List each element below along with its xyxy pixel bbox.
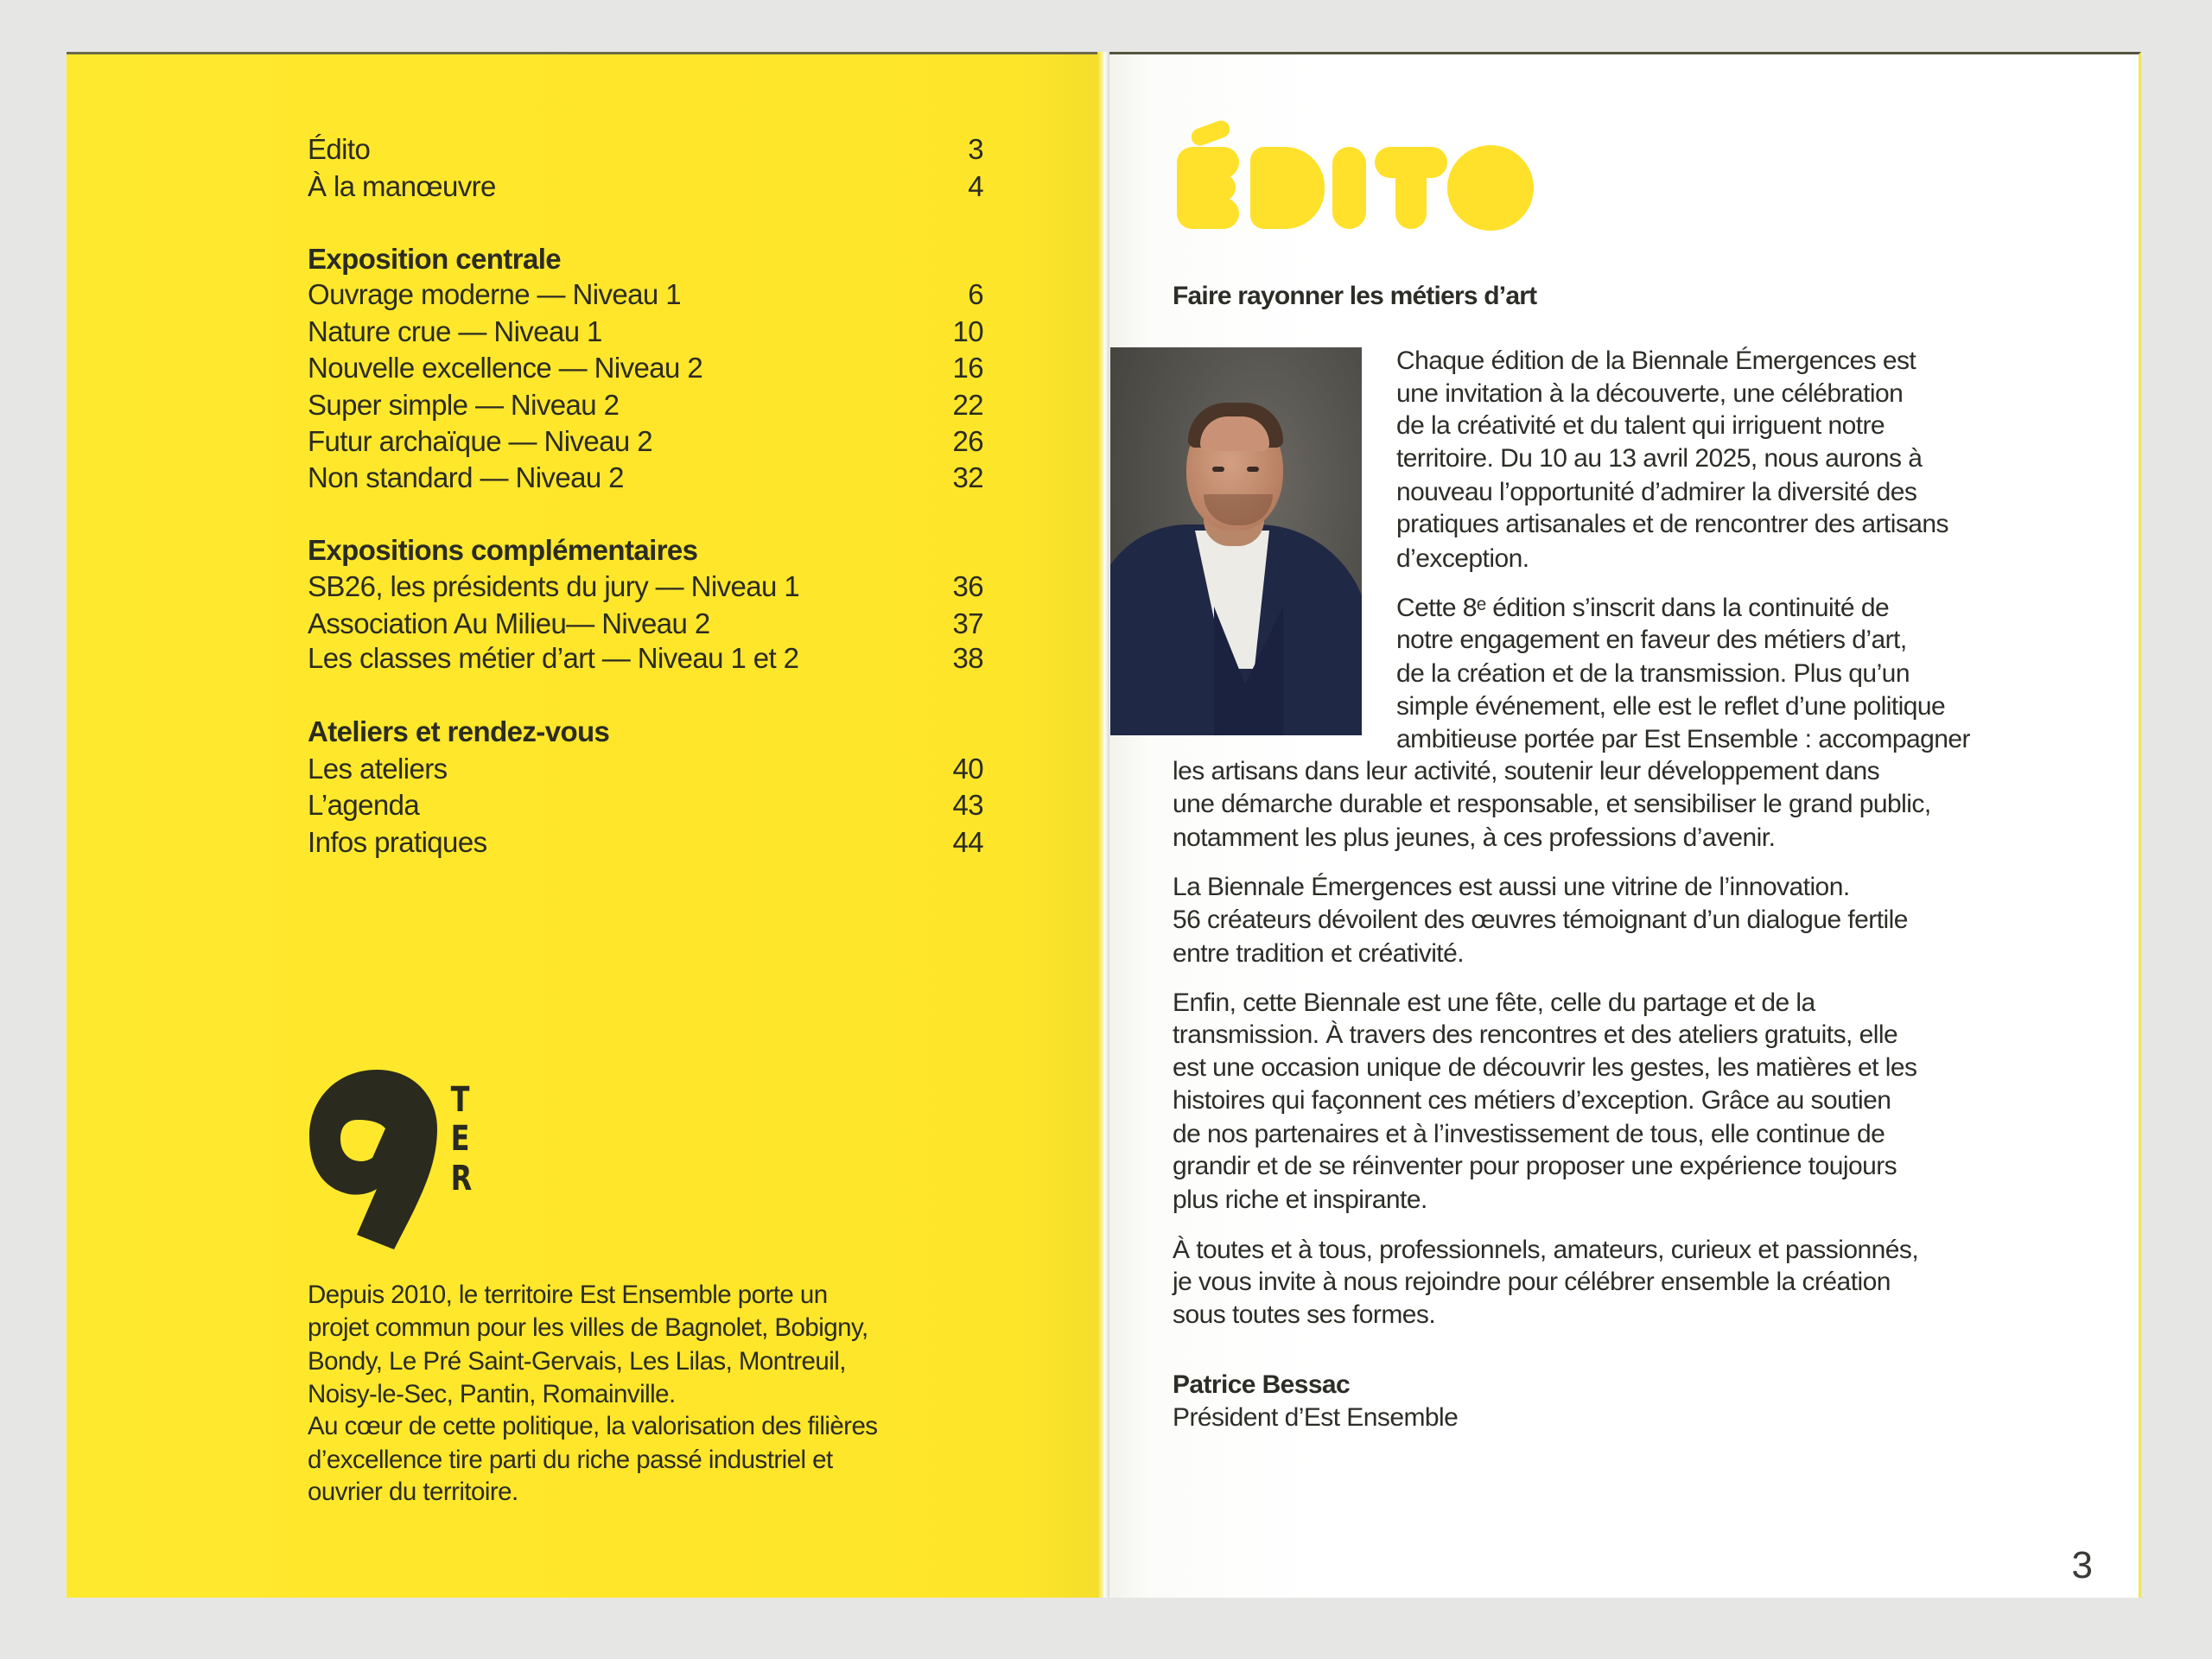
toc-section-label: Ateliers et rendez-vous [308, 715, 610, 747]
toc-entry[interactable] [308, 314, 983, 350]
paragraph-line: notre engagement en faveur des métiers d’art, [1396, 626, 1907, 654]
toc-section-heading [308, 532, 983, 569]
toc-page-number: 36 [952, 570, 983, 602]
heading-letter-o [1447, 145, 1534, 231]
toc-section-heading [308, 241, 983, 277]
toc-page-number: 32 [952, 461, 983, 493]
toc-label: Association Au Milieu— Niveau 2 [308, 607, 710, 639]
paragraph-line: La Biennale Émergences est aussi une vitrine de l’innovation. [1173, 873, 1850, 901]
toc-entry[interactable] [308, 640, 983, 677]
toc-page-number: 26 [952, 425, 983, 457]
paragraph-line: ouvrier du territoire. [308, 1478, 518, 1506]
toc-label: À la manœuvre [308, 170, 496, 202]
paragraph-line: Noisy-le-Sec, Pantin, Romainville. [308, 1380, 676, 1408]
paragraph-line: À toutes et à tous, professionnels, amateurs, curieux et passionnés, [1173, 1236, 1919, 1264]
toc-entry[interactable] [308, 460, 983, 496]
paragraph-line: Chaque édition de la Biennale Émergences est [1396, 346, 1916, 375]
signature-name: Patrice Bessac [1173, 1370, 1351, 1399]
paragraph-line: histoires qui façonnent ces métiers d’exception. Grâce au soutien [1173, 1086, 1891, 1115]
booklet-spine [1097, 52, 1109, 1598]
heading-accent-shape [1189, 118, 1232, 149]
paragraph-line: de nos partenaires et à l’investissement de tous, elle continue de [1173, 1120, 1885, 1148]
toc-label: Édito [308, 133, 371, 165]
toc-section-label: Exposition centrale [308, 243, 562, 275]
paragraph-line: Depuis 2010, le territoire Est Ensemble porte un [308, 1281, 828, 1309]
paragraph-line: de la créativité et du talent qui irriguent notre [1396, 411, 1885, 440]
paragraph-line: les artisans dans leur activité, soutenir leur développement dans [1173, 757, 1880, 785]
paragraph-line: entre tradition et créativité. [1173, 939, 1465, 968]
toc-entry[interactable] [308, 350, 983, 386]
toc-page-number: 6 [968, 278, 983, 310]
portrait-eye [1247, 467, 1259, 472]
paragraph-line: grandir et de se réinventer pour proposer une expérience toujours [1173, 1152, 1897, 1180]
heading-letter-t-stem [1395, 147, 1427, 229]
toc-page-number: 4 [968, 170, 983, 202]
paragraph-line: notamment les plus jeunes, à ces professions d’avenir. [1173, 823, 1776, 852]
paragraph-line: Enfin, cette Biennale est une fête, celle du partage et de la [1173, 988, 1815, 1017]
toc-entry[interactable] [308, 787, 983, 823]
paragraph-line: je vous invite à nous rejoindre pour célébrer ensemble la création [1173, 1268, 1891, 1296]
toc-label: Ouvrage moderne — Niveau 1 [308, 278, 681, 310]
heading-letter-i [1332, 147, 1366, 229]
toc-entry[interactable] [308, 131, 983, 168]
toc-page-number: 10 [952, 315, 983, 347]
toc-page-number: 40 [952, 753, 983, 785]
toc-label: Les classes métier d’art — Niveau 1 et 2 [308, 642, 799, 674]
signature-role: Président d’Est Ensemble [1173, 1403, 1459, 1432]
toc-entry[interactable] [308, 606, 983, 642]
toc-label: SB26, les présidents du jury — Niveau 1 [308, 570, 800, 602]
paragraph-line: Cette 8ᵉ édition s’inscrit dans la continuité de [1396, 594, 1890, 622]
toc-label: Nature crue — Niveau 1 [308, 315, 602, 347]
toc-page-number: 37 [952, 607, 983, 639]
page-number: 3 [2071, 1544, 2093, 1586]
paragraph-line: 56 créateurs dévoilent des œuvres témoignant d’un dialogue fertile [1173, 906, 1908, 934]
paragraph-line: ambitieuse portée par Est Ensemble : accompagner [1396, 725, 1970, 753]
paragraph-line: de la création et de la transmission. Plus qu’un [1396, 659, 1910, 688]
portrait-eye [1212, 467, 1224, 472]
toc-entry[interactable] [308, 423, 983, 460]
toc-section-heading [308, 714, 983, 750]
toc-section-label: Expositions complémentaires [308, 534, 698, 566]
heading-letter-e-bump [1199, 198, 1239, 229]
nine-numeral-icon [308, 1068, 446, 1249]
paragraph-line: Au cœur de cette politique, la valorisation des filières [308, 1412, 878, 1440]
toc-label: Nouvelle excellence — Niveau 2 [308, 352, 703, 384]
paragraph-line: Bondy, Le Pré Saint-Gervais, Les Lilas, Montreuil, [308, 1347, 846, 1376]
toc-label: L’agenda [308, 789, 420, 821]
toc-label: Super simple — Niveau 2 [308, 389, 620, 421]
paragraph-line: une invitation à la découverte, une célébration [1396, 379, 1904, 408]
toc-label: Futur archaïque — Niveau 2 [308, 425, 652, 457]
edito-subtitle: Faire rayonner les métiers d’art [1173, 282, 1537, 310]
paragraph-line: d’exception. [1396, 544, 1529, 573]
toc-entry[interactable] [308, 751, 983, 787]
toc-page-number: 43 [952, 789, 983, 821]
toc-entry[interactable] [308, 276, 983, 313]
logo-letter-t: T [450, 1080, 470, 1120]
toc-page-number: 38 [952, 642, 983, 674]
edito-heading [1173, 119, 1536, 232]
paragraph-line: territoire. Du 10 au 13 avril 2025, nous aurons à [1396, 444, 1923, 473]
toc-label: Infos pratiques [308, 826, 487, 858]
paragraph-line: une démarche durable et responsable, et sensibiliser le grand public, [1173, 790, 1931, 818]
paragraph-line: d’excellence tire parti du riche passé industriel et [308, 1446, 833, 1474]
paragraph-line: transmission. À travers des rencontres et des ateliers gratuits, elle [1173, 1020, 1898, 1049]
paragraph-line: nouveau l’opportunité d’admirer la diversité des [1396, 478, 1917, 506]
heading-letter-d [1250, 147, 1325, 229]
9ter-logo [308, 1068, 480, 1249]
portrait-photo [1110, 347, 1362, 735]
toc-entry[interactable] [308, 387, 983, 423]
toc-entry[interactable] [308, 824, 983, 861]
paragraph-line: sous toutes ses formes. [1173, 1300, 1436, 1329]
toc-label: Non standard — Niveau 2 [308, 461, 624, 493]
paragraph-line: plus riche et inspirante. [1173, 1185, 1427, 1214]
toc-page-number: 3 [968, 133, 983, 165]
toc-entry[interactable] [308, 569, 983, 605]
paragraph-line: projet commun pour les villes de Bagnolet, Bobigny, [308, 1313, 868, 1342]
paragraph-line: est une occasion unique de découvrir les gestes, les matières et les [1173, 1053, 1917, 1082]
toc-page-number: 22 [952, 389, 983, 421]
toc-page-number: 44 [952, 826, 983, 858]
logo-letter-r: R [450, 1159, 473, 1198]
toc-page-number: 16 [952, 352, 983, 384]
paragraph-line: pratiques artisanales et de rencontrer des artisans [1396, 510, 1948, 538]
toc-label: Les ateliers [308, 753, 448, 785]
toc-entry[interactable] [308, 168, 983, 205]
paragraph-line: simple événement, elle est le reflet d’une politique [1396, 692, 1946, 721]
logo-letter-e: E [450, 1119, 470, 1159]
